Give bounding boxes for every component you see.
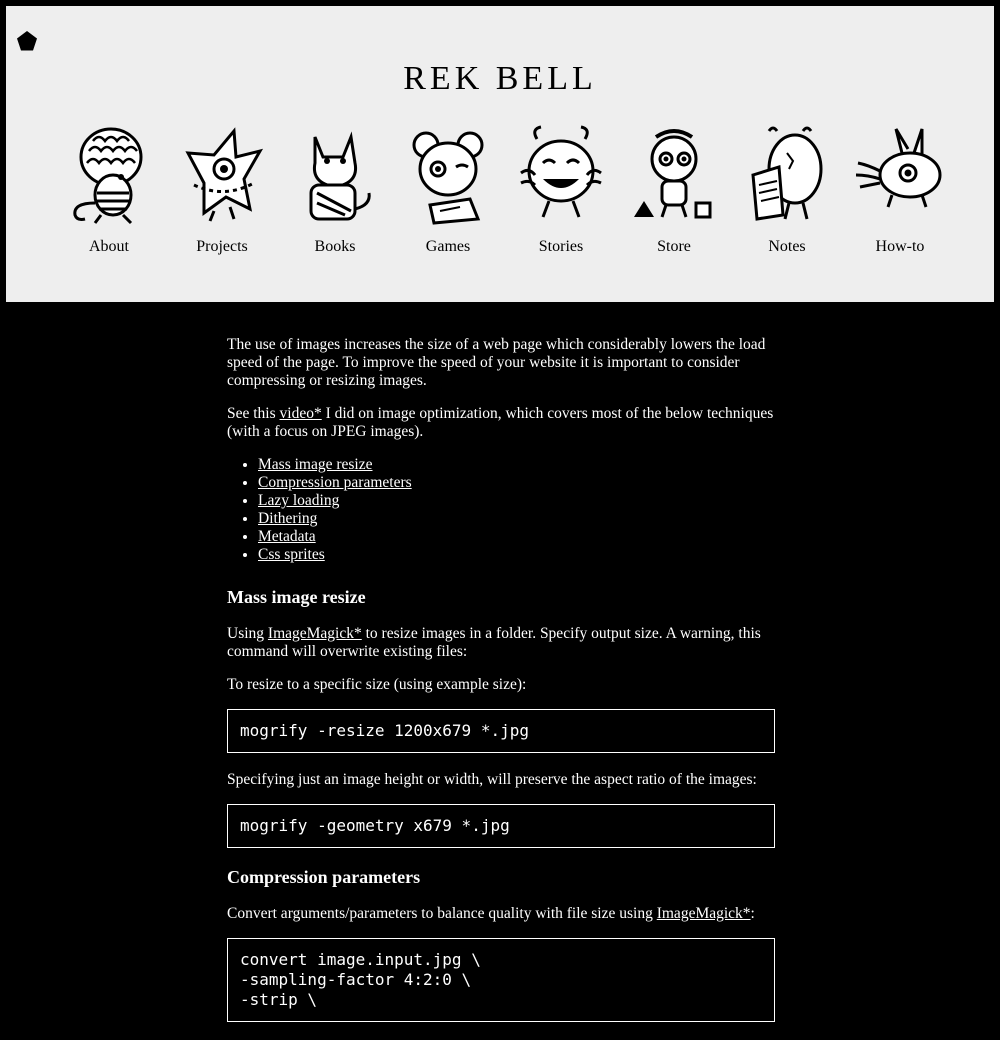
pentagon-logo-icon[interactable]	[16, 30, 38, 52]
intro-paragraph: The use of images increases the size of a web page which considerably lowers the load speed of the page. To improve the speed of your website it is important to consider compressing or resizing images.	[227, 336, 766, 389]
table-of-contents	[227, 456, 775, 564]
nav-label: Store	[657, 238, 691, 255]
nav-label: Notes	[768, 238, 806, 255]
toc-link-mass-image-resize[interactable]: Mass image resize	[258, 456, 373, 473]
frog-creature-icon	[513, 123, 609, 227]
nav-label: About	[89, 238, 129, 255]
nav-label: Projects	[196, 238, 248, 255]
nav-item-store[interactable]	[619, 121, 729, 271]
toc-item	[258, 510, 775, 528]
site-header	[6, 6, 994, 302]
egg-creature-icon	[739, 123, 835, 227]
imagemagick-link[interactable]: ImageMagick*	[267, 625, 362, 642]
code-block-convert[interactable]: convert image.input.jpg \ -sampling-factor 4:2:0 \ -strip \	[227, 938, 775, 1022]
text: Using	[227, 625, 268, 642]
text: See this	[227, 405, 280, 422]
pinecone-creature-icon	[61, 123, 157, 227]
nav-item-how-to[interactable]	[845, 121, 955, 271]
code-block-resize[interactable]: mogrify -resize 1200x679 *.jpg	[227, 709, 775, 753]
text: I did on image optimization, which covers most of the below techniques (with a focus on JPEG images).	[227, 405, 774, 440]
resize-paragraph	[227, 625, 775, 661]
toc-item	[258, 492, 775, 510]
toc-link-compression-parameters[interactable]: Compression parameters	[258, 474, 412, 491]
resize-specific-paragraph: To resize to a specific size (using example size):	[227, 676, 527, 693]
toc-link-css-sprites[interactable]: Css sprites	[258, 546, 325, 563]
video-link[interactable]: video*	[279, 405, 322, 422]
toc-link-lazy-loading[interactable]: Lazy loading	[258, 492, 340, 509]
nav-label: Books	[314, 238, 356, 255]
article-content	[227, 336, 775, 1040]
nav-label: Games	[425, 238, 471, 255]
aspect-ratio-paragraph: Specifying just an image height or width, will preserve the aspect ratio of the images:	[227, 771, 757, 788]
toc-link-metadata[interactable]: Metadata	[258, 528, 316, 545]
toc-item	[258, 528, 775, 546]
toy-creature-icon	[626, 123, 722, 227]
toc-item	[258, 456, 775, 474]
nav-label: Stories	[538, 238, 584, 255]
imagemagick-link[interactable]: ImageMagick*	[656, 905, 751, 922]
nav-label: How-to	[875, 238, 925, 255]
toc-item	[258, 546, 775, 564]
mouse-creature-icon	[400, 123, 496, 227]
toc-item	[258, 474, 775, 492]
main-nav	[46, 121, 956, 271]
nav-item-projects[interactable]	[167, 121, 277, 271]
nav-item-notes[interactable]	[732, 121, 842, 271]
compression-paragraph	[227, 905, 775, 923]
text: to resize images in a folder. Specify output size. A warning, this command will overwrite existing files:	[227, 625, 761, 660]
nav-item-books[interactable]	[280, 121, 390, 271]
heading-mass-image-resize: Mass image resize	[227, 587, 366, 607]
bird-creature-icon	[174, 123, 270, 227]
site-title: REK BELL	[403, 60, 597, 97]
text: Convert arguments/parameters to balance quality with file size using	[227, 905, 657, 922]
video-paragraph	[227, 405, 775, 441]
toc-link-dithering[interactable]: Dithering	[258, 510, 318, 527]
code-block-geometry[interactable]: mogrify -geometry x679 *.jpg	[227, 804, 775, 848]
nav-item-about[interactable]	[54, 121, 164, 271]
axolotl-creature-icon	[852, 123, 948, 227]
nav-item-games[interactable]	[393, 121, 503, 271]
cat-creature-icon	[287, 123, 383, 227]
heading-compression-parameters: Compression parameters	[227, 867, 421, 887]
text: :	[750, 905, 755, 922]
nav-item-stories[interactable]	[506, 121, 616, 271]
